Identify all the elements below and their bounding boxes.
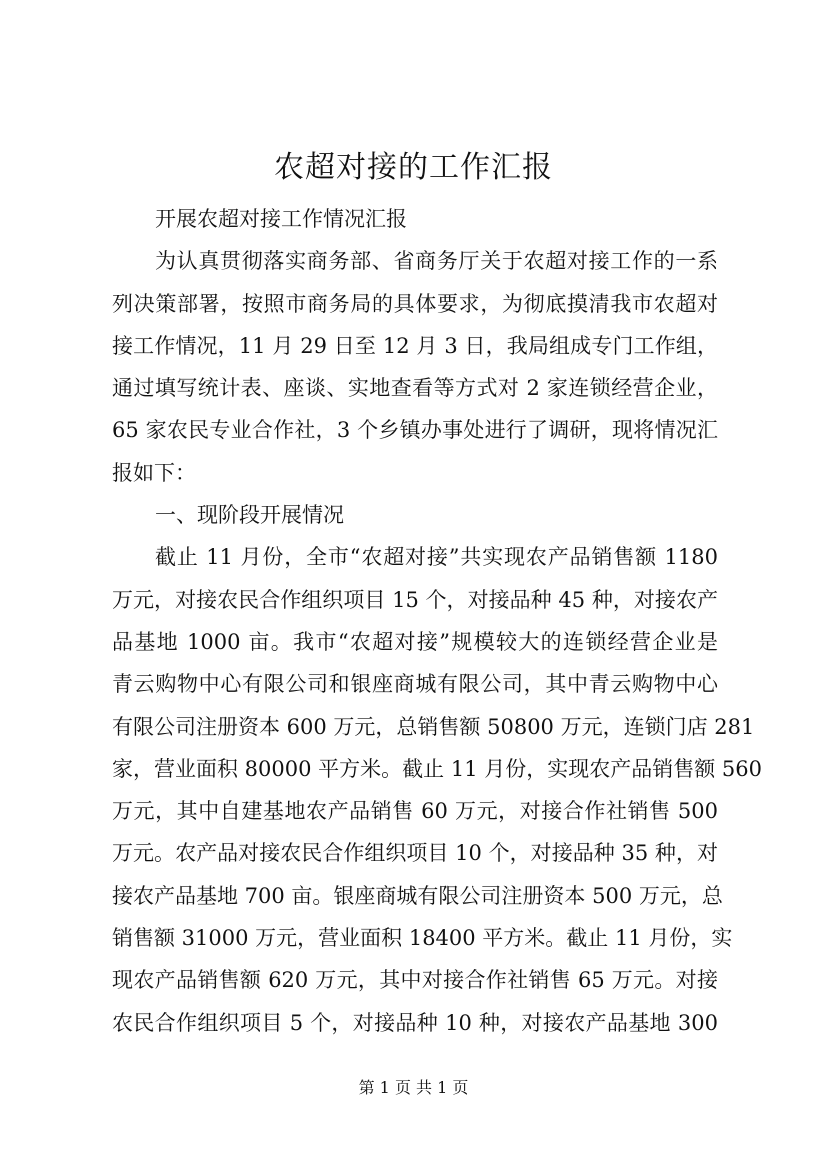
text-line: 销售额 31000 万元，营业面积 18400 平方米。截止 11 月份，实	[112, 926, 733, 951]
document-title: 农超对接的工作汇报	[274, 150, 553, 185]
text-line: 开展农超对接工作情况汇报	[155, 207, 407, 231]
text-line: 品基地 1000 亩。我市“农超对接”规模较大的连锁经营企业是	[112, 629, 718, 654]
text-line: 截止 11 月份，全市“农超对接”共实现农产品销售额 1180	[155, 545, 718, 570]
text-line: 农民合作组织项目 5 个，对接品种 10 种，对接农产品基地 300	[112, 1010, 718, 1035]
text-line: 万元，对接农民合作组织项目 15 个，对接品种 45 种，对接农产	[112, 587, 718, 612]
text-line: 接工作情况，11 月 29 日至 12 月 3 日，我局组成专门工作组，	[112, 333, 718, 358]
text-line: 青云购物中心有限公司和银座商城有限公司，其中青云购物中心	[112, 672, 718, 697]
text-line: 有限公司注册资本 600 万元，总销售额 50800 万元，连锁门店 281	[112, 714, 755, 739]
text-line: 通过填写统计表、座谈、实地查看等方式对 2 家连锁经营企业，	[112, 376, 718, 401]
text-line: 为认真贯彻落实商务部、省商务厅关于农超对接工作的一系	[155, 249, 718, 274]
text-line: 万元，其中自建基地农产品销售 60 万元，对接合作社销售 500	[112, 799, 718, 824]
document-body	[112, 198, 762, 1044]
text-line: 报如下：	[112, 460, 196, 485]
page-footer: 第 1 页 共 1 页	[358, 1078, 469, 1097]
text-line: 接农产品基地 700 亩。银座商城有限公司注册资本 500 万元，总	[112, 883, 723, 908]
text-line: 家，营业面积 80000 平方米。截止 11 月份，实现农产品销售额 560	[112, 756, 762, 781]
text-line: 列决策部署，按照市商务局的具体要求，为彻底摸清我市农超对	[112, 291, 718, 316]
text-line: 万元。农产品对接农民合作组织项目 10 个，对接品种 35 种，对	[112, 841, 718, 866]
text-line: 一、现阶段开展情况	[155, 503, 344, 528]
text-line: 65 家农民专业合作社，3 个乡镇办事处进行了调研，现将情况汇	[112, 418, 718, 443]
text-line: 现农产品销售额 620 万元，其中对接合作社销售 65 万元。对接	[112, 968, 718, 993]
